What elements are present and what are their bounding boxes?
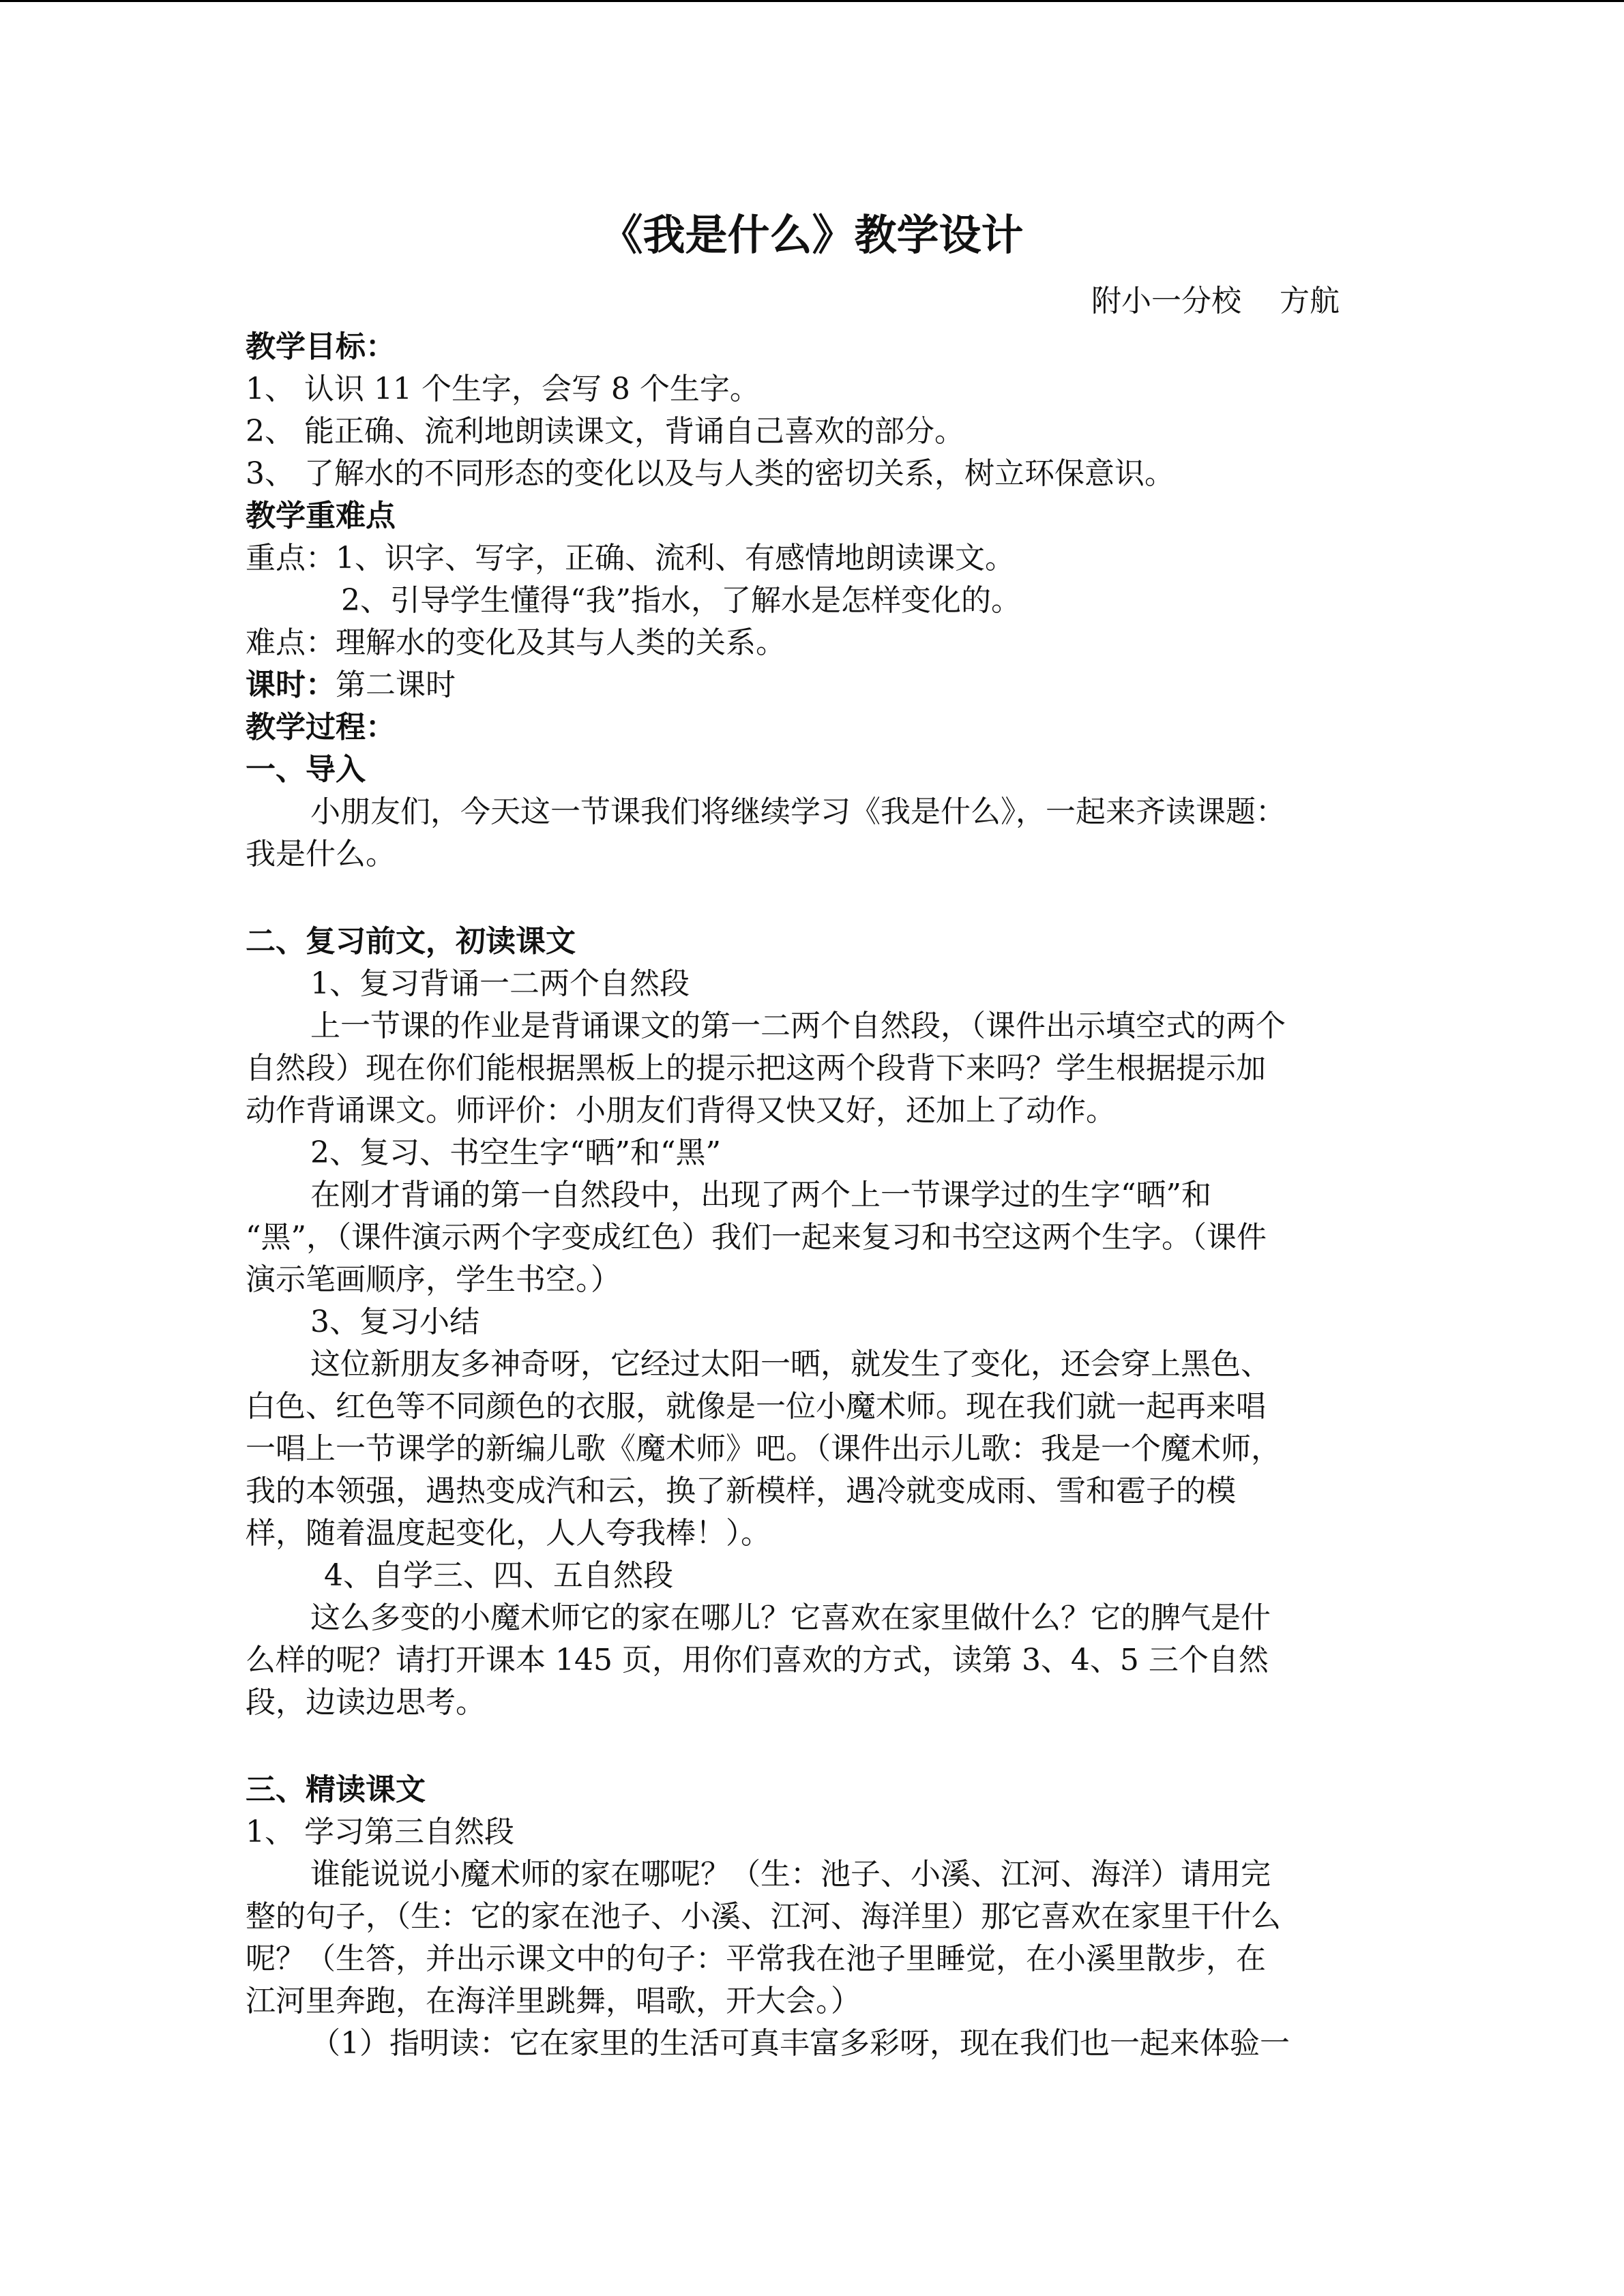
- subheading: 1、 学习第三自然段: [246, 1815, 514, 1849]
- paragraph-line: 么样的呢？请打开课本 145 页，用你们喜欢的方式，读第 3、4、5 三个自然: [246, 1643, 1269, 1678]
- page-top-border: [0, 0, 1624, 2]
- paragraph-line: 小朋友们，今天这一节课我们将继续学习《我是什么》，一起来齐读课题：: [310, 794, 1286, 829]
- paragraph-line: 一唱上一节课学的新编儿歌《魔术师》吧。（课件出示儿歌：我是一个魔术师，: [246, 1431, 1281, 1466]
- paragraph-line: 自然段）现在你们能根据黑板上的提示把这两个段背下来吗？学生根据提示加: [246, 1051, 1266, 1086]
- paragraph-line: 动作背诵课文。师评价：小朋友们背得又快又好，还加上了动作。: [246, 1093, 1116, 1128]
- heading-teaching-goals: 教学目标：: [246, 329, 396, 364]
- subheading: 2、复习、书空生字“晒”和“黑”: [310, 1135, 721, 1170]
- paragraph-line: 我是什么。: [246, 837, 396, 871]
- paragraph-line: “黑”，（课件演示两个字变成红色）我们一起来复习和书空这两个生字。（课件: [246, 1220, 1267, 1255]
- author-line: 附小一分校 方航: [1091, 284, 1340, 318]
- paragraph-line: 段，边读边思考。: [246, 1685, 486, 1720]
- lesson-period-label: 课时：: [246, 668, 336, 702]
- goal-item: 2、 能正确、流利地朗读课文，背诵自己喜欢的部分。: [246, 414, 964, 449]
- paragraph-line: 上一节课的作业是背诵课文的第一二两个自然段，（课件出示填空式的两个: [310, 1009, 1286, 1043]
- document-title: 《我是什么》教学设计: [600, 210, 1024, 260]
- paragraph-line: 这么多变的小魔术师它的家在哪儿？它喜欢在家里做什么？它的脾气是什: [310, 1600, 1271, 1635]
- lesson-period-value: 第二课时: [336, 668, 456, 702]
- paragraph-line: （1）指明读：它在家里的生活可真丰富多彩呀，现在我们也一起来体验一: [310, 2026, 1290, 2061]
- key-point-line: 重点：1、识字、写字，正确、流利、有感情地朗读课文。: [246, 541, 1015, 576]
- paragraph-line: 整的句子，（生：它的家在池子、小溪、江河、海洋里）那它喜欢在家里干什么: [246, 1899, 1281, 1934]
- paragraph-line: 演示笔画顺序，学生书空。）: [246, 1262, 621, 1297]
- paragraph-line: 谁能说说小魔术师的家在哪呢？（生：池子、小溪、江河、海洋）请用完: [310, 1857, 1271, 1892]
- key-point-line: 2、引导学生懂得“我”指水，了解水是怎样变化的。: [341, 583, 1021, 618]
- subheading: 1、复习背诵一二两个自然段: [310, 966, 690, 1001]
- heading-teaching-process: 教学过程：: [246, 710, 396, 745]
- goal-item: 3、 了解水的不同形态的变化以及与人类的密切关系，树立环保意识。: [246, 456, 1175, 491]
- section-heading-close-reading: 三、精读课文: [246, 1772, 426, 1807]
- paragraph-line: 样，随着温度起变化，人人夸我棒！）。: [246, 1516, 771, 1551]
- subheading: 3、复习小结: [310, 1304, 479, 1339]
- subheading: 4、自学三、四、五自然段: [324, 1558, 673, 1593]
- paragraph-line: 呢？（生答，并出示课文中的句子：平常我在池子里睡觉，在小溪里散步，在: [246, 1941, 1266, 1976]
- paragraph-line: 我的本领强，遇热变成汽和云，换了新模样，遇冷就变成雨、雪和雹子的模: [246, 1474, 1236, 1508]
- section-heading-intro: 一、导入: [246, 752, 366, 787]
- goal-item: 1、 认识 11 个生字，会写 8 个生字。: [246, 372, 760, 406]
- section-heading-review: 二、复习前文，初读课文: [246, 924, 576, 959]
- paragraph-line: 江河里奔跑，在海洋里跳舞，唱歌，开大会。）: [246, 1984, 861, 2018]
- paragraph-line: 白色、红色等不同颜色的衣服，就像是一位小魔术师。现在我们就一起再来唱: [246, 1389, 1266, 1424]
- paragraph-line: 在刚才背诵的第一自然段中，出现了两个上一节课学过的生字“晒”和: [310, 1178, 1211, 1212]
- lesson-period-line: [246, 664, 456, 706]
- difficulty-line: 难点：理解水的变化及其与人类的关系。: [246, 625, 786, 660]
- heading-key-points: 教学重难点: [246, 498, 396, 533]
- paragraph-line: 这位新朋友多神奇呀，它经过太阳一晒，就发生了变化，还会穿上黑色、: [310, 1347, 1271, 1382]
